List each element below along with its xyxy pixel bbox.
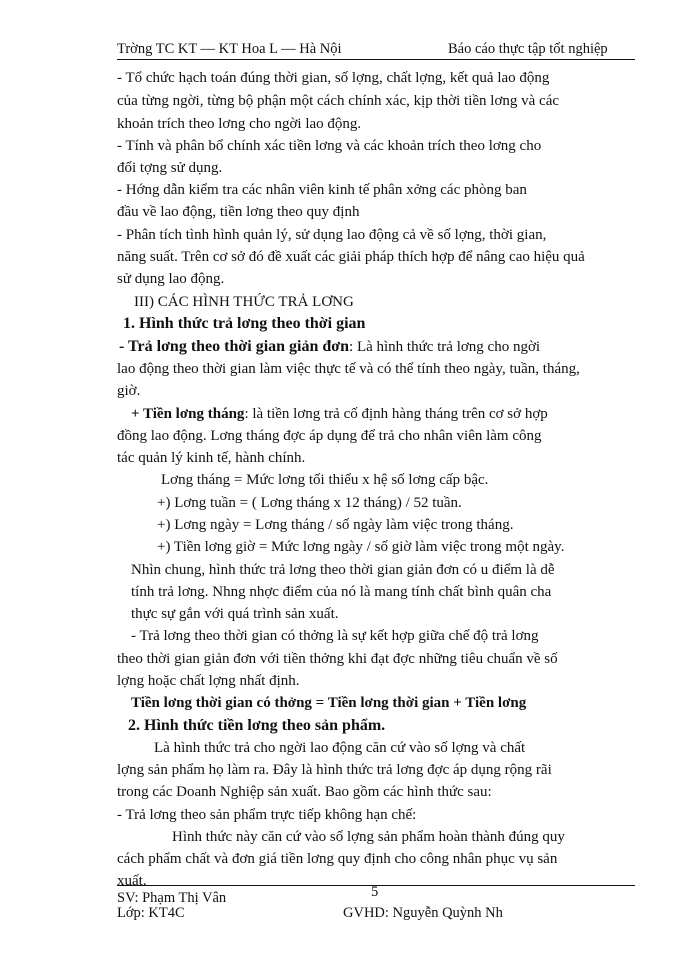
formula-line-bold: Tiền lơng thời gian có thởng = Tiền lơng thời gian + Tiền lơng	[131, 695, 527, 711]
formula-line: Lơng tháng = Mức lơng tối thiểu x hệ số lơng cấp bậc.	[161, 472, 489, 488]
text-line: trong các Doanh Nghiệp sản xuất. Bao gồm các hình thức sau:	[117, 784, 492, 800]
text-line: năng suất. Trên cơ sở đó đề xuất các giải pháp thích hợp để nâng cao hiệu quả	[117, 249, 585, 265]
text-line: - Trả lơng theo thời gian có thởng là sự kết hợp giữa chế độ trả lơng	[131, 628, 539, 644]
footer-class: Lớp: KT4C	[117, 905, 185, 921]
text-line: - Phân tích tình hình quản lý, sử dụng lao động cả về số lợng, thời gian,	[117, 227, 547, 243]
text-line: lao động theo thời gian làm việc thực tế và có thể tính theo ngày, tuần, tháng,	[117, 361, 580, 377]
text-line: cách phẩm chất và đơn giá tiền lơng quy định cho công nhân phục vụ sản	[117, 851, 558, 867]
formula-line: +) Lơng tuần = ( Lơng tháng x 12 tháng) / 52 tuần.	[157, 495, 462, 511]
page-header	[117, 39, 635, 59]
text-line: tính trả lơng. Nhng nhợc điểm của nó là mang tính chất bình quân cha	[131, 584, 552, 600]
subsection-heading: 1. Hình thức trả lơng theo thời gian	[123, 315, 366, 332]
text-line: Nhìn chung, hình thức trả lơng theo thời gian giản đơn có u điểm là dễ	[131, 562, 555, 578]
page-number: 5	[371, 884, 379, 900]
header-rule	[117, 59, 635, 60]
text-line: đầu về lao động, tiền lơng theo quy định	[117, 204, 360, 220]
text-line: của từng ngời, từng bộ phận một cách chính xác, kịp thời tiền lơng và các	[117, 93, 560, 109]
text-line: - Tính và phân bổ chính xác tiền lơng và các khoản trích theo lơng cho	[117, 138, 542, 154]
text-line: đối tợng sử dụng.	[117, 160, 223, 176]
text-line: thực sự gắn với quá trình sản xuất.	[131, 606, 339, 622]
text-line: - Tổ chức hạch toán đúng thời gian, số lợng, chất lợng, kết quả lao động	[117, 70, 550, 86]
header-school: Trờng TC KT — KT Hoa L — Hà Nội	[117, 41, 342, 57]
text-line: xuất.	[117, 873, 147, 889]
text-line: Hình thức này căn cứ vào số lợng sản phẩm hoàn thành đúng quy	[172, 829, 565, 845]
text-line: tác quản lý kinh tế, hành chính.	[117, 450, 306, 466]
text-line: sử dụng lao động.	[117, 271, 225, 287]
text-line: khoản trích theo lơng cho ngời lao động.	[117, 116, 362, 132]
bold-term: - Trả lơng theo thời gian giản đơn	[119, 338, 350, 355]
text-line: + Tiền lơng tháng: là tiền lơng trả cố định hàng tháng trên cơ sở hợp	[131, 406, 548, 422]
header-report-title: Báo cáo thực tập tốt nghiệp	[448, 41, 608, 57]
text-line: lợng sản phẩm họ làm ra. Đây là hình thức trả lơng đợc áp dụng rộng rãi	[117, 762, 552, 778]
formula-line: +) Tiền lơng giờ = Mức lơng ngày / số giờ làm việc trong một ngày.	[157, 539, 565, 555]
bold-term: + Tiền lơng tháng	[131, 406, 245, 422]
section-heading: III) CÁC HÌNH THỨC TRẢ LƠNG	[134, 294, 354, 310]
subsection-heading: 2. Hình thức tiền lơng theo sản phẩm.	[128, 717, 386, 734]
text-line: - Trả lơng theo thời gian giản đơn: Là hình thức trả lơng cho ngời	[119, 338, 541, 355]
text-line: - Trả lơng theo sản phẩm trực tiếp không hạn chế:	[117, 807, 417, 823]
footer-student: SV: Phạm Thị Vân	[117, 890, 227, 906]
text-line: lợng hoặc chất lợng nhất định.	[117, 673, 300, 689]
footer-advisor: GVHD: Nguyễn Quỳnh Nh	[343, 905, 503, 921]
text-line: theo thời gian giản đơn với tiền thởng khi đạt đợc những tiêu chuẩn về số	[117, 651, 558, 667]
text-line: đồng lao động. Lơng tháng đợc áp dụng để trả cho nhân viên làm công	[117, 428, 542, 444]
formula-line: +) Lơng ngày = Lơng tháng / số ngày làm việc trong tháng.	[157, 517, 514, 533]
text-line: - Hớng dẫn kiểm tra các nhân viên kinh tế phân xởng các phòng ban	[117, 182, 527, 198]
text-line: Là hình thức trả cho ngời lao động căn cứ vào số lợng và chất	[154, 740, 526, 756]
text-line: giờ.	[117, 383, 141, 399]
